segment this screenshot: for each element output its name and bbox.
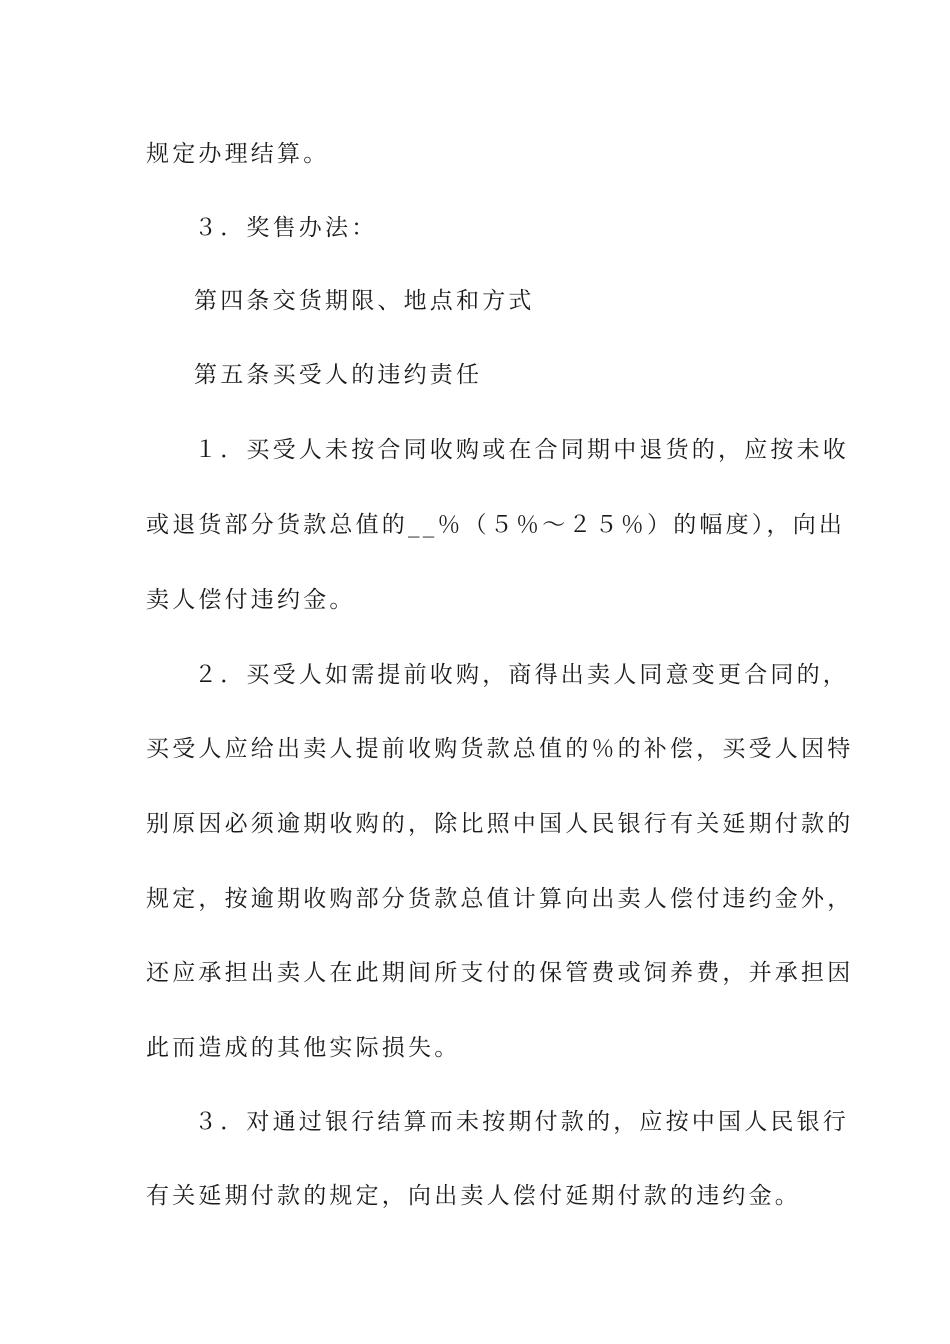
- paragraph-line: 别原因必须逾期收购的，除比照中国人民银行有关延期付款的: [146, 811, 854, 837]
- paragraph-line: 卖人偿付违约金。: [146, 587, 356, 613]
- paragraph-line: 还应承担出卖人在此期间所支付的保管费或饲养费，并承担因: [146, 960, 854, 986]
- paragraph-line: ３．对通过银行结算而未按期付款的，应按中国人民银行: [194, 1109, 849, 1135]
- paragraph-line: 有关延期付款的规定，向出卖人偿付延期付款的违约金。: [146, 1183, 801, 1209]
- paragraph-line: 此而造成的其他实际损失。: [146, 1035, 461, 1061]
- article-heading: 第五条买受人的违约责任: [194, 362, 483, 388]
- paragraph-line: ３．奖售办法：: [194, 215, 378, 241]
- paragraph-line: 规定办理结算。: [146, 141, 330, 167]
- paragraph-line: 规定，按逾期收购部分货款总值计算向出卖人偿付违约金外，: [146, 886, 854, 912]
- article-heading: 第四条交货期限、地点和方式: [194, 288, 535, 314]
- paragraph-line: １．买受人未按合同收购或在合同期中退货的，应按未收: [194, 437, 849, 463]
- paragraph-line: 或退货部分货款总值的__％（５％～２５％）的幅度），向出: [146, 512, 846, 538]
- paragraph-line: ２．买受人如需提前收购，商得出卖人同意变更合同的，: [194, 662, 849, 688]
- paragraph-line: 买受人应给出卖人提前收购货款总值的％的补偿，买受人因特: [146, 736, 854, 762]
